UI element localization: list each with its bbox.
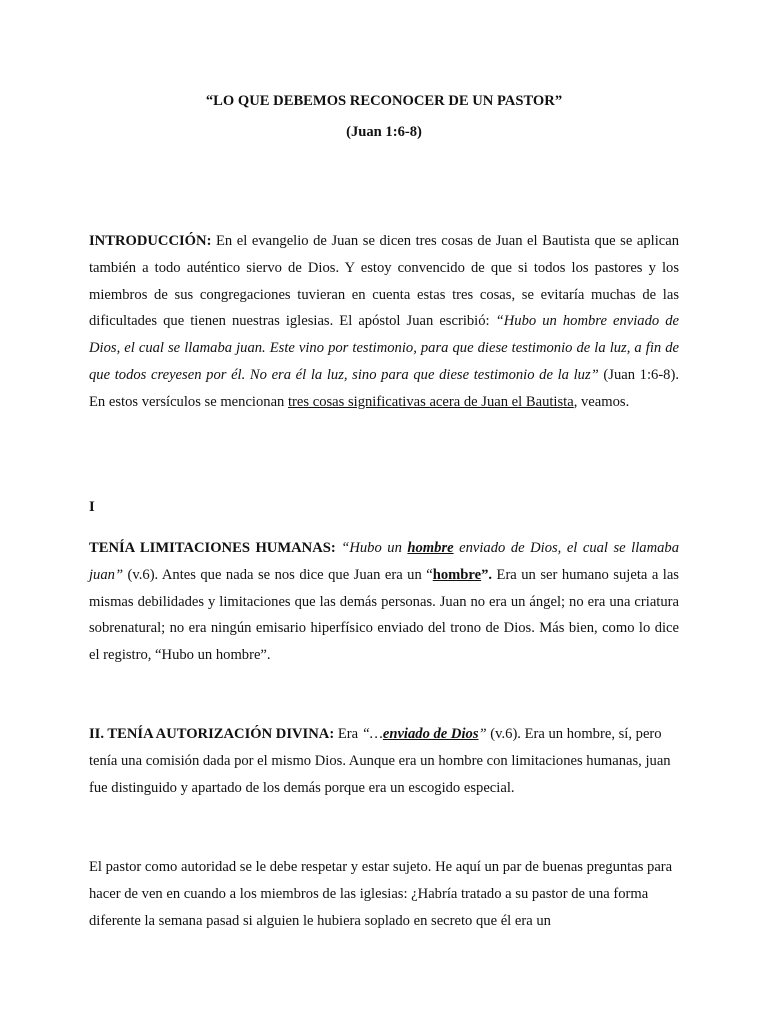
section-1-word-close: ”. [481,566,493,583]
section-2-text-2: (v.6). Era un hombre, sí, pero tenía una comisión dada por el mismo Dios. Aunque era un hombre con limitaciones humanas, juan fue distinguido y apartado de los demás porque era un escogido especial. [89,726,671,796]
intro-quote: “Hubo un hombre enviado de Dios, el cual se llamaba juan. Este vino por testimonio, para que diese testimonio de la luz, a fin de que todos creyesen por él. No era él la luz, sino para que diese testimonio de la luz” [89,313,679,383]
section-1-text: (v.6). Antes que nada se nos dice que Juan era un “ [123,566,433,583]
intro-text-2: (Juan 1:6-8). En estos versículos se mencionan [89,366,679,410]
introduction-paragraph [89,228,679,416]
section-1-quote-word: hombre [407,540,454,556]
section-2-quote-open: “… [361,726,383,742]
section-1-paragraph [89,535,679,669]
section-1-heading: TENÍA LIMITACIONES HUMANAS: [89,540,336,556]
intro-text-3: , veamos. [573,393,630,410]
section-2-heading: II. TENÍA AUTORIZACIÓN DIVINA: [89,726,335,742]
section-2-quote-word: enviado de Dios [382,726,479,742]
paragraph-3-text: El pastor como autoridad se le debe respetar y estar sujeto. He aquí un par de buenas preguntas para hacer de ven en cuando a los miembros de las iglesias: ¿Habría tratado a su pastor de una forma diferente la semana pasad si alguien le hubiera soplado en secreto que él era un [89,859,673,929]
section-1-text-2: Era un ser humano sujeta a las mismas debilidades y limitaciones que las demás personas. Juan no era un ángel; no era una criatura sobrenatural; no era ningún emisario hiperfísico enviado del trono de Dios. Más bien, como lo dice el registro, “Hubo un hombre”. [89,566,679,664]
section-2-text: Era [334,726,362,742]
paragraph-3 [89,854,679,934]
section-1-quote-a: “Hubo un [335,540,408,556]
section-2-paragraph [89,721,679,801]
scripture-reference: (Juan 1:6-8) [346,124,422,140]
section-numeral: I [89,499,95,515]
section-1-word: hombre [432,566,482,583]
document-title: “LO QUE DEBEMOS RECONOCER DE UN PASTOR” [205,93,563,109]
intro-text: En el evangelio de Juan se dicen tres cosas de Juan el Bautista que se aplican también a todo auténtico siervo de Dios. Y estoy convencido de que si todos los pastores y los miembros de sus congregaciones tuvieran en cuenta estas tres cosas, se evitaría muchas de las dificultades que tienen nuestras iglesias. El apóstol Juan escribió: [89,233,679,330]
section-1-quote-b: enviado de Dios, el cual se llamaba juan” [89,540,679,583]
intro-underlined-phrase: tres cosas significativas acera de Juan el Bautista [288,393,574,410]
intro-label: INTRODUCCIÓN: [89,233,212,249]
section-2-quote-close: ” [478,726,487,742]
